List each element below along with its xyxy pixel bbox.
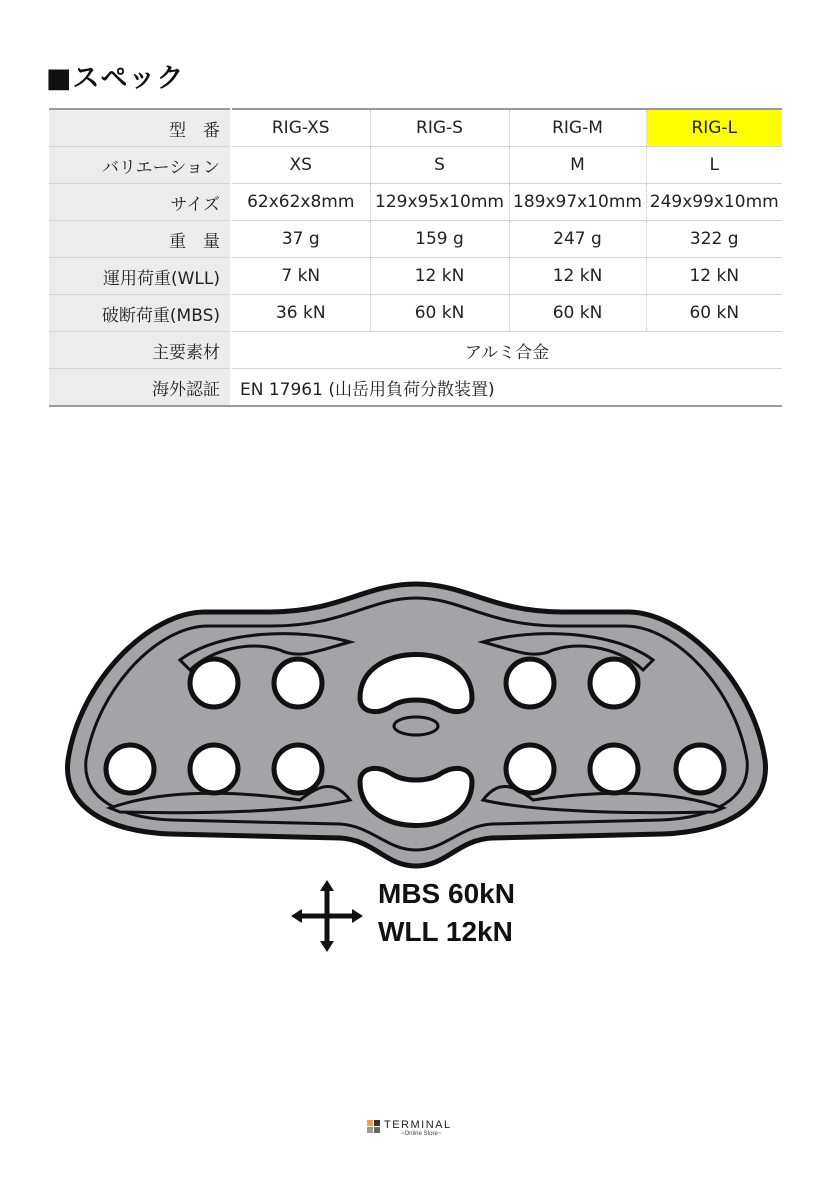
table-row-certification — [49, 369, 782, 407]
table-row-material — [49, 332, 782, 369]
cell-weight-s: 159 g — [370, 221, 509, 258]
cell-wll-xs: 7 kN — [231, 258, 370, 295]
wll-rating-label: WLL 12kN — [378, 916, 513, 947]
cell-weight-l: 322 g — [646, 221, 782, 258]
plate-bottom-hole-5 — [590, 745, 638, 793]
plate-top-hole-1 — [190, 659, 238, 707]
cell-mbs-xs: 36 kN — [231, 295, 370, 332]
table-row-variation — [49, 147, 782, 184]
plate-top-hole-2 — [274, 659, 322, 707]
cell-variation-xs: XS — [231, 147, 370, 184]
row-label-model: 型 番 — [49, 109, 231, 147]
cell-size-xs: 62x62x8mm — [231, 184, 370, 221]
table-row-mbs — [49, 295, 782, 332]
cell-material: アルミ合金 — [231, 332, 782, 369]
spec-table — [49, 108, 782, 407]
table-row-weight — [49, 221, 782, 258]
section-title: ■スペック — [46, 63, 185, 94]
row-label-material: 主要素材 — [49, 332, 231, 369]
table-row-size — [49, 184, 782, 221]
cell-mbs-l: 60 kN — [646, 295, 782, 332]
rigging-plate-body — [67, 584, 765, 866]
cell-mbs-s: 60 kN — [370, 295, 509, 332]
four-way-arrow-icon — [291, 880, 363, 952]
terminal-online-store-logo — [367, 1119, 467, 1141]
cell-model-m: RIG-M — [509, 109, 646, 147]
cell-size-l: 249x99x10mm — [646, 184, 782, 221]
plate-top-hole-4 — [590, 659, 638, 707]
mbs-rating-label: MBS 60kN — [378, 878, 515, 909]
cell-model-xs: RIG-XS — [231, 109, 370, 147]
cell-mbs-m: 60 kN — [509, 295, 646, 332]
plate-top-hole-3 — [506, 659, 554, 707]
table-row-model — [49, 109, 782, 147]
plate-bottom-hole-1 — [106, 745, 154, 793]
row-label-size: サイズ — [49, 184, 231, 221]
table-row-wll — [49, 258, 782, 295]
plate-bottom-hole-2 — [190, 745, 238, 793]
cell-variation-m: M — [509, 147, 646, 184]
cell-model-l-highlighted: RIG-L — [646, 109, 782, 147]
row-label-wll: 運用荷重(WLL) — [49, 258, 231, 295]
cell-size-s: 129x95x10mm — [370, 184, 509, 221]
row-label-variation: バリエーション — [49, 147, 231, 184]
cell-size-m: 189x97x10mm — [509, 184, 646, 221]
cell-weight-m: 247 g — [509, 221, 646, 258]
cell-certification: EN 17961 (山岳用負荷分散装置) — [231, 369, 782, 407]
logo-tagline: ~Online Store~ — [401, 1131, 442, 1137]
cell-weight-xs: 37 g — [231, 221, 370, 258]
plate-bottom-hole-6 — [676, 745, 724, 793]
cell-variation-s: S — [370, 147, 509, 184]
cell-wll-l: 12 kN — [646, 258, 782, 295]
logo-brand-name: TERMINAL — [384, 1119, 452, 1131]
row-label-certification: 海外認証 — [49, 369, 231, 407]
plate-bottom-hole-3 — [274, 745, 322, 793]
cell-wll-m: 12 kN — [509, 258, 646, 295]
row-label-mbs: 破断荷重(MBS) — [49, 295, 231, 332]
cell-wll-s: 12 kN — [370, 258, 509, 295]
cell-model-s: RIG-S — [370, 109, 509, 147]
cell-variation-l: L — [646, 147, 782, 184]
logo-squares-icon — [367, 1120, 381, 1134]
row-label-weight: 重 量 — [49, 221, 231, 258]
rigging-plate-illustration — [0, 560, 833, 880]
plate-bottom-hole-4 — [506, 745, 554, 793]
